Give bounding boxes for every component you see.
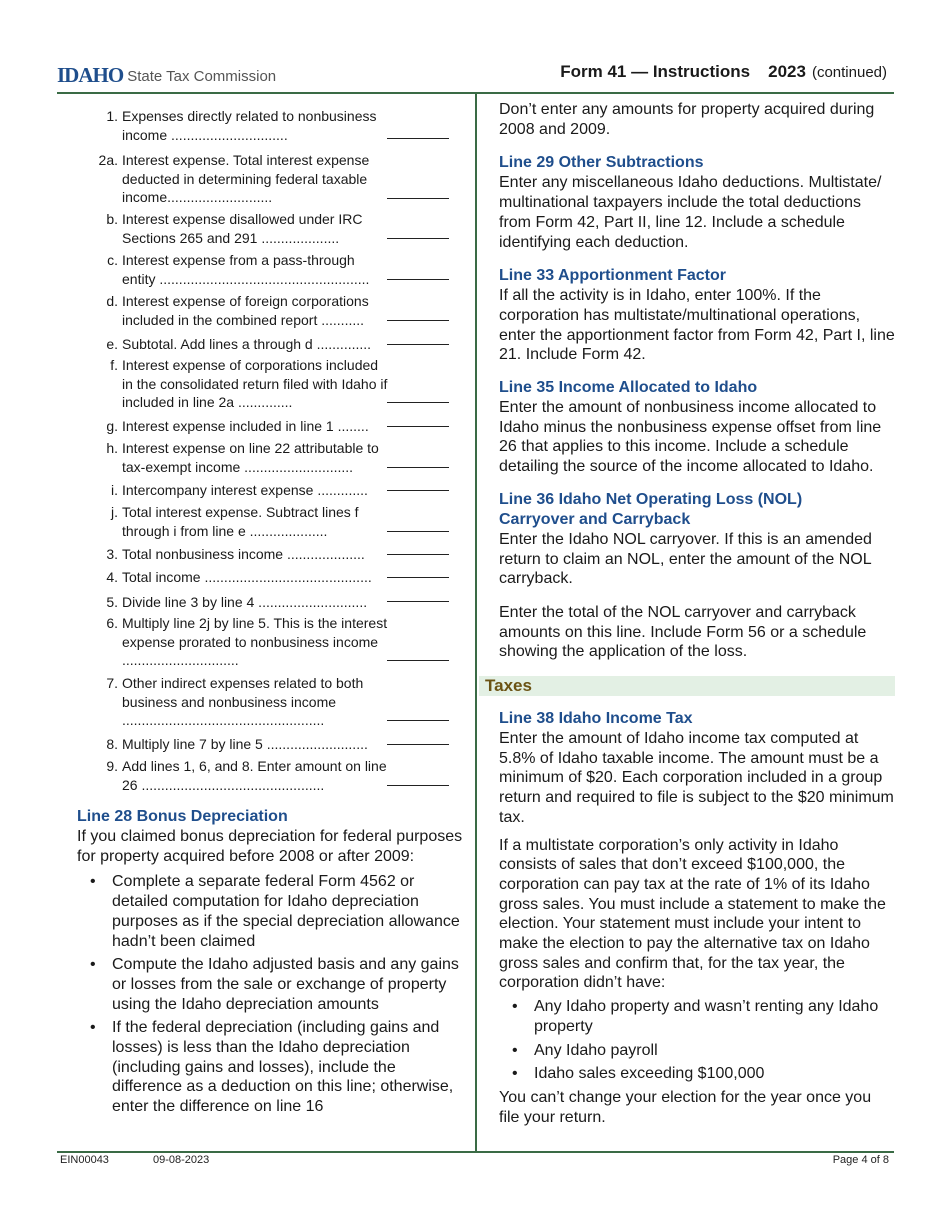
amount-entry-line[interactable] [387, 198, 449, 199]
right-column-top [499, 100, 895, 662]
amount-entry-line[interactable] [387, 490, 449, 491]
line-text: Interest expense of foreign corporations included in the combined report ........... [122, 293, 369, 328]
amount-entry-line[interactable] [387, 138, 449, 139]
line-number: 7. [106, 675, 118, 691]
line38-text-2: If a multistate corporation’s only activity in Idaho consists of sales that don’t exceed $100,000, the corporation can pay tax at the rate of 1% of its Idaho gross sales. You must include a statement to make the election. Your statement must include your intent to make the election to pay the alternative tax on Idaho gross sales and confirm that, for the tax year, the corporation didn’t have: [499, 836, 886, 992]
amount-entry-line[interactable] [387, 426, 449, 427]
footer-rule [57, 1151, 894, 1153]
column-divider [475, 94, 477, 1151]
line28-heading: Line 28 Bonus Depreciation [77, 808, 288, 825]
line38-heading: Line 38 Idaho Income Tax [499, 710, 693, 727]
amount-entry-line[interactable] [387, 785, 449, 786]
amount-entry-line[interactable] [387, 531, 449, 532]
line33-text: If all the activity is in Idaho, enter 100%. If the corporation has multistate/multinational operations, enter the apportionment factor from Form 42, Part I, line 21. Include Form 42. [499, 287, 895, 364]
form-code: EIN00043 [60, 1154, 109, 1166]
line35-heading: Line 35 Income Allocated to Idaho [499, 379, 758, 397]
line-text: Multiply line 2j by line 5. This is the interest expense prorated to nonbusiness income .............................. [122, 615, 388, 668]
line-text: Subtotal. Add lines a through d .............. [122, 336, 372, 352]
line38-text-3: You can’t change your election for the year once you file your return. [499, 1088, 872, 1126]
line-number: f. [110, 357, 118, 373]
bullet-item: • Complete a separate federal Form 4562 or detailed computation for Idaho depreciation purposes as if the special depreciation allowance hadn’t been claimed [77, 872, 467, 951]
line-text: Divide line 3 by line 4 ............................ [122, 594, 368, 610]
form-header [560, 62, 887, 82]
amount-entry-line[interactable] [387, 467, 449, 468]
line-number: g. [106, 418, 118, 434]
line-text: Interest expense from a pass-through entity ...................................................... [122, 252, 370, 287]
amount-entry-line[interactable] [387, 402, 449, 403]
line-number: d. [106, 293, 118, 309]
line38-text-1: Enter the amount of Idaho income tax computed at 5.8% of Idaho taxable income. The amount must be a minimum of $20. Each corporation included in a group return and required to file is subject to the $20 minimum tax. [499, 730, 894, 826]
taxes-section-bar [479, 676, 895, 696]
amount-entry-line[interactable] [387, 744, 449, 745]
line-text: Multiply line 7 by line 5 .......................... [122, 736, 368, 752]
line-number: 1. [106, 108, 118, 124]
line-text: Add lines 1, 6, and 8. Enter amount on line 26 ............................................... [122, 758, 387, 793]
revision-date: 09-08-2023 [153, 1154, 210, 1166]
line-number: 9. [106, 758, 118, 774]
bullet-item: • If the federal depreciation (including gains and losses) is less than the Idaho depreciation (including gains and losses), include the difference as a deduction on this line; otherwise, enter the difference on line 16 [77, 1018, 467, 1117]
line36-heading-cont: Carryover and Carryback [499, 510, 691, 528]
form-year: 2023 [768, 62, 806, 81]
agency-name: State Tax Commission [127, 68, 277, 85]
amount-entry-line[interactable] [387, 344, 449, 345]
amount-entry-line[interactable] [387, 720, 449, 721]
line28-intro: If you claimed bonus depreciation for federal purposes for property acquired before 2008 or after 2009: [77, 828, 463, 865]
line-text: Total income ........................................... [122, 569, 372, 585]
bullet-item: • Compute the Idaho adjusted basis and any gains or losses from the sale or exchange of property using the Idaho depreciation amounts [77, 955, 467, 1014]
agency-logo [57, 63, 276, 85]
taxes-section-title: Taxes [485, 676, 532, 695]
amount-entry-line[interactable] [387, 320, 449, 321]
line38-bullets [499, 997, 895, 1084]
line-number: 3. [106, 546, 118, 562]
amount-entry-line[interactable] [387, 554, 449, 555]
line-text: Interest expense included in line 1 ........ [122, 418, 369, 434]
line-text: Interest expense on line 22 attributable to tax-exempt income ............................ [122, 440, 379, 475]
line-text: Total nonbusiness income .................... [122, 546, 365, 562]
line-number: j. [111, 504, 118, 520]
bullet-item: • Any Idaho property and wasn’t renting any Idaho property [499, 997, 895, 1036]
line36-heading: Line 36 Idaho Net Operating Loss (NOL) [499, 490, 803, 508]
line-text: Expenses directly related to nonbusiness income .............................. [122, 108, 377, 143]
line29-text: Enter any miscellaneous Idaho deductions. Multistate/ multinational taxpayers include the total deductions from Form 42, Part II, line 12. Include a schedule identifying each deduction. [499, 174, 882, 251]
amount-entry-line[interactable] [387, 660, 449, 661]
line36-text-2: Enter the total of the NOL carryover and carryback amounts on this line. Include Form 56 or a schedule showing the application of the loss. [499, 603, 867, 661]
line-number: 5. [106, 594, 118, 610]
line28-bullets [77, 872, 467, 1116]
line28-continued: Don’t enter any amounts for property acquired during 2008 and 2009. [499, 101, 875, 138]
continued-label: (continued) [811, 64, 887, 81]
line36-text-1: Enter the Idaho NOL carryover. If this is an amended return to claim an NOL, enter the amount of the NOL carryback. [499, 530, 872, 588]
line-number: h. [106, 440, 118, 456]
amount-entry-line[interactable] [387, 238, 449, 239]
line-text: Intercompany interest expense ............. [122, 482, 368, 498]
line-number: e. [106, 336, 118, 352]
bullet-item: • Idaho sales exceeding $100,000 [499, 1064, 895, 1084]
line-text: Interest expense. Total interest expense deducted in determining federal taxable income........................... [122, 152, 370, 205]
line-number: 2a. [98, 152, 118, 168]
line-text: Other indirect expenses related to both business and nonbusiness income .................................................... [122, 675, 364, 728]
line-number: i. [111, 482, 118, 498]
line-number: 6. [106, 615, 118, 631]
line-text: Total interest expense. Subtract lines f through i from line e .................... [122, 504, 359, 539]
line-number: 4. [106, 569, 118, 585]
line38-section [499, 709, 895, 1127]
amount-entry-line[interactable] [387, 577, 449, 578]
line33-heading: Line 33 Apportionment Factor [499, 267, 726, 285]
amount-entry-line[interactable] [387, 601, 449, 602]
amount-entry-line[interactable] [387, 279, 449, 280]
line-number: c. [107, 252, 118, 268]
form-title: Form 41 — Instructions [560, 62, 751, 81]
line-text: Interest expense disallowed under IRC Sections 265 and 291 .................... [122, 211, 363, 246]
line28-section [77, 807, 467, 1121]
idaho-logo-mark: IDAHO [57, 63, 124, 87]
bullet-item: • Any Idaho payroll [499, 1041, 895, 1061]
line-number: b. [106, 211, 118, 227]
page-number: Page 4 of 8 [832, 1154, 889, 1166]
line-text: Interest expense of corporations included in the consolidated return filed with Idaho if included in line 2a .............. [122, 357, 388, 410]
line29-heading: Line 29 Other Subtractions [499, 154, 704, 172]
line-number: 8. [106, 736, 118, 752]
line35-text: Enter the amount of nonbusiness income allocated to Idaho minus the nonbusiness expense offset from line 26 that applies to this income. Include a schedule detailing the source of the income allocated to Idaho. [499, 399, 882, 476]
